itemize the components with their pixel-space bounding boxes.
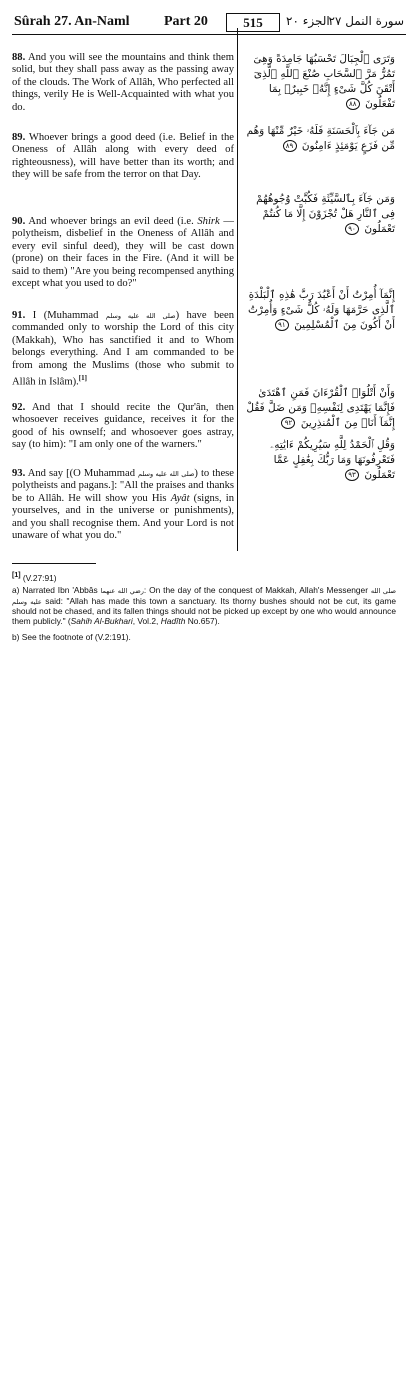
verse-text: And that I should recite the Qur'ân, then whosoever receives guidance, receives it for the good of his ownself; and whosoever goes astray, say (to him): "I am only one of the warners." <box>12 402 234 451</box>
verse-90 <box>12 216 234 290</box>
arabic-text: وَمَن جَآءَ بِٱلسَّيِّئَةِ فَكُبَّتْ وُجُوهُهُمْ فِى ٱلنَّارِ هَلْ تُجْزَوْنَ إِلَّا مَا كُنتُمْ تَعْمَلُونَ <box>256 193 395 235</box>
footnote-a-source: Sahih Al-Bukhari <box>70 615 133 626</box>
arabic-verse-89 <box>245 124 395 154</box>
verse-pre: I (Muhammad <box>32 310 106 321</box>
page <box>12 12 406 35</box>
salutation: صلى الله عليه وسلم <box>105 312 176 320</box>
footnote-b: b) See the footnote of (V.2:191). <box>12 632 131 642</box>
arabic-text: وَتَرَى ٱلْجِبَالَ تَحْسَبُهَا جَامِدَةً وَهِىَ تَمُرُّ مَرَّ ٱلسَّحَابِ صُنْعَ ٱللَّهِ ٱلَّذِىٓ أَتْقَنَ كُلَّ شَىْءٍ إِنَّهُۥ خَبِيرٌۢ بِمَا تَفْعَلُونَ <box>253 53 395 110</box>
verse-93 <box>12 468 234 542</box>
footnote-reference <box>12 571 396 583</box>
verse-92 <box>12 402 234 452</box>
verse-text: (signs, in yourselves, and in the universe or punishments), and you shall recognise them. And your Lord is not unaware of what you do." <box>12 492 234 542</box>
arabic-verse-91 <box>245 288 395 333</box>
footnote-a-text: No.657). <box>185 615 220 626</box>
footnote-a-text: said: "Allah has made this town a sanctuary. Its thorny bushes should not be cut, its game should not be chased, and its fallen things should not be picked up except by one who would announce them publicly." ( <box>12 595 396 626</box>
arabic-text: مَن جَآءَ بِٱلْحَسَنَةِ فَلَهُۥ خَيْرٌ مِّنْهَا وَهُم مِّن فَزَعٍ يَوْمَئِذٍ ءَامِنُونَ <box>246 125 395 152</box>
footnote-separator <box>12 563 96 564</box>
footnote-ref: [1] <box>78 374 87 383</box>
surah-title: Sûrah 27. An-Naml <box>14 14 130 29</box>
ayah-marker: ٨٨ <box>346 98 360 110</box>
verse-89 <box>12 132 234 182</box>
verse-number: 90. <box>12 216 26 227</box>
ayah-marker: ٩١ <box>275 319 289 331</box>
footnote-a-ra: رضي الله عنهما <box>100 587 144 595</box>
footnote-a-pbuh: صلى الله عليه وسلم <box>12 587 397 606</box>
verse-number: 92. <box>12 402 26 413</box>
arabic-text: إِنَّمَآ أُمِرْتُ أَنْ أَعْبُدَ رَبَّ هَٰذِهِ ٱلْبَلْدَةِ ٱلَّذِى حَرَّمَهَا وَلَهُۥ كُلُّ شَىْءٍ وَأُمِرْتُ أَنْ أَكُونَ مِنَ ٱلْمُسْلِمِينَ <box>248 289 395 331</box>
verse-pre: And whoever brings an evil deed (i.e. <box>28 216 198 227</box>
footnote-a <box>12 586 396 626</box>
arabic-verse-90 <box>245 192 395 237</box>
arabic-part-label: الجزء ٢٠ <box>286 14 330 28</box>
arabic-text: وَأَنْ أَتْلُوَا۟ ٱلْقُرْءَانَ فَمَنِ ٱهْتَدَىٰ فَإِنَّمَا يَهْتَدِى لِنَفْسِهِۦ وَمَن ضَلَّ فَقُلْ إِنَّمَآ أَنَا۠ مِنَ ٱلْمُنذِرِينَ <box>246 387 395 429</box>
arabic-surah-title: سورة النمل ٢٧ <box>328 14 404 28</box>
footnote-a-hadith: Hadîth <box>160 615 186 626</box>
footnote-verse-ref: (V.27:91) <box>22 572 57 583</box>
arabic-verse-93 <box>245 438 395 483</box>
arabic-verse-92 <box>245 386 395 431</box>
verse-mid: ) to these polytheists and pagans.]: "All the praises and thanks be to Allâh. He will show you His <box>12 468 234 504</box>
verse-text: — polytheism, disbelief in the Oneness of Allâh and every evil sinful deed), they will be cast down (prone) on their faces in the Fire. (And it will be said to them) "Are you being recompensed anything except what you used to do?" <box>12 216 234 290</box>
ayah-marker: ٨٩ <box>283 140 297 152</box>
footnote-mark: [1] <box>12 572 21 579</box>
footnote-a-text: a) Narrated Ibn 'Abbâs <box>12 585 101 595</box>
part-label: Part 20 <box>164 14 208 29</box>
verse-91 <box>12 310 234 389</box>
footnote-a-text: , Vol.2, <box>132 615 161 626</box>
ayah-marker: ٩٣ <box>345 469 359 481</box>
shirk-term: Shirk <box>197 216 220 227</box>
verse-88 <box>12 52 234 114</box>
verse-number: 91. <box>12 310 26 321</box>
salutation: صلى الله عليه وسلم <box>138 470 195 478</box>
page-header <box>12 12 406 35</box>
ayah-marker: ٩٢ <box>281 417 295 429</box>
verse-text: ) have been commanded only to worship the Lord of this city (Makkah), Who has sanctified it and to Whom belongs everything. And I am commanded to be from among the Muslims (those who submit to Allâh in Islâm). <box>12 310 234 388</box>
verse-text: And you will see the mountains and think them solid, but they shall pass away as the passing away of the clouds. The Work of Allâh, Who perfected all things, verily He is Well-Acquainted with what you do. <box>12 52 234 113</box>
ayah-marker: ٩٠ <box>345 223 359 235</box>
footnote-a-text: : On the day of the conquest of Makkah, Allah's Messenger <box>143 585 371 595</box>
column-divider <box>237 28 238 551</box>
ayat-term: Ayât <box>170 492 190 504</box>
arabic-text: وَقُلِ ٱلْحَمْدُ لِلَّهِ سَيُرِيكُمْ ءَايَٰتِهِۦ فَتَعْرِفُونَهَا وَمَا رَبُّكَ بِغَٰفِلٍ عَمَّا تَعْمَلُونَ <box>270 439 395 481</box>
page-number: 515 <box>226 13 280 32</box>
verse-number: 88. <box>12 52 26 63</box>
verse-pre: And say [(O Muhammad <box>27 468 139 479</box>
arabic-verse-88 <box>245 52 395 112</box>
verse-number: 93. <box>12 468 26 479</box>
verse-number: 89. <box>12 132 26 143</box>
verse-text: Whoever brings a good deed (i.e. Belief in the Oneness of Allâh along with every deed of righteousness), will have better than its worth; and they will be safe from the terror on that Day. <box>12 132 234 181</box>
